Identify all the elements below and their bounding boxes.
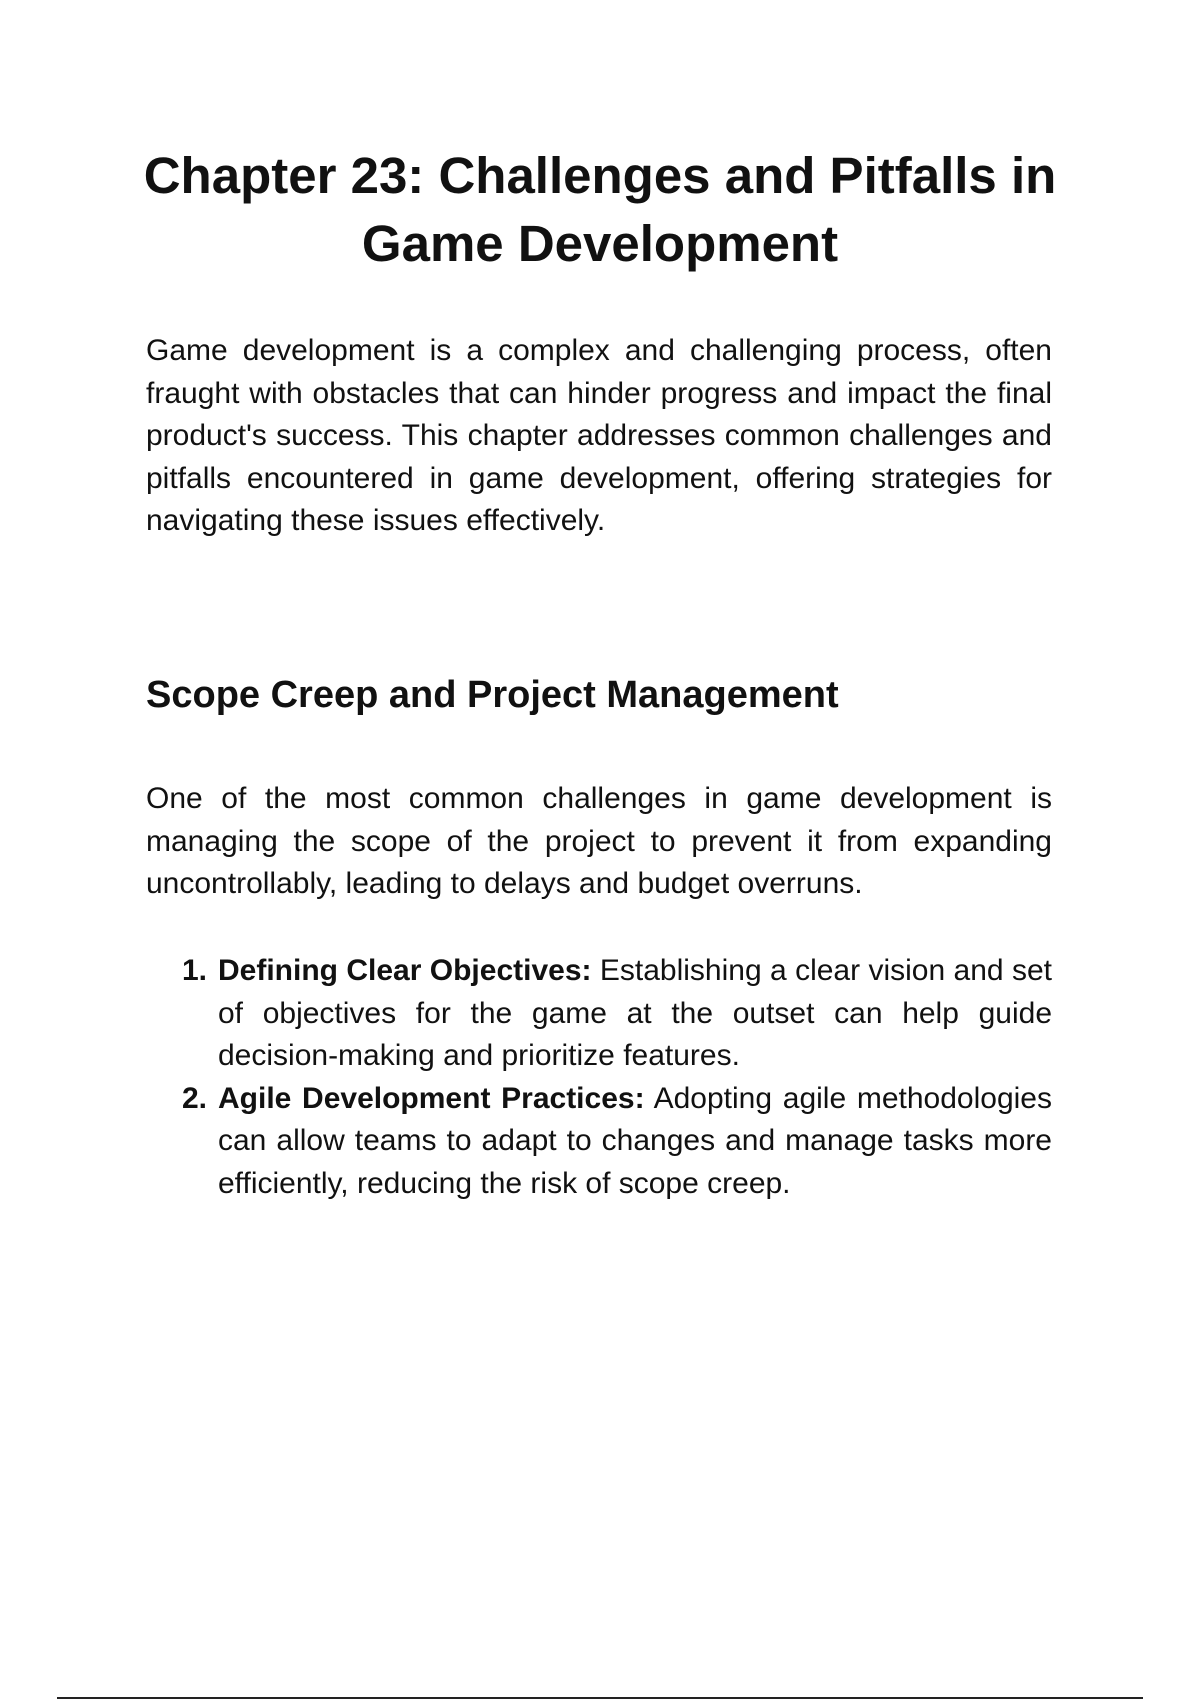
numbered-list bbox=[146, 950, 1052, 1205]
footer-divider bbox=[57, 1697, 1143, 1699]
list-item bbox=[146, 1078, 1052, 1206]
list-item-text: Establishing a clear vision and set of objectives for the game at the outset can help guide decision-making and prioritize features. bbox=[218, 954, 1052, 1072]
section-heading: Scope Creep and Project Management bbox=[146, 674, 839, 716]
section-paragraph: One of the most common challenges in game development is managing the scope of the project to prevent it from expanding uncontrollably, leading to delays and budget overruns. bbox=[146, 782, 1052, 900]
chapter-title: Chapter 23: Challenges and Pitfalls in Game Development bbox=[143, 147, 1057, 272]
list-item-text: Adopting agile methodologies can allow teams to adapt to changes and manage tasks more efficiently, reducing the risk of scope creep. bbox=[218, 1081, 1052, 1200]
list-item bbox=[146, 950, 1052, 1078]
list-item-number: 2. bbox=[182, 1081, 208, 1115]
list-item-number: 1. bbox=[182, 954, 208, 987]
intro-paragraph: Game development is a complex and challenging process, often fraught with obstacles that can hinder progress and impact the final product's success. This chapter addresses common challenges and pitfalls encountered in game development, offering strategies for navigating these issues effectively. bbox=[146, 334, 1052, 537]
list-item-term: Defining Clear Objectives: bbox=[218, 954, 592, 987]
list-item-term: Agile Development Practices: bbox=[218, 1081, 645, 1115]
